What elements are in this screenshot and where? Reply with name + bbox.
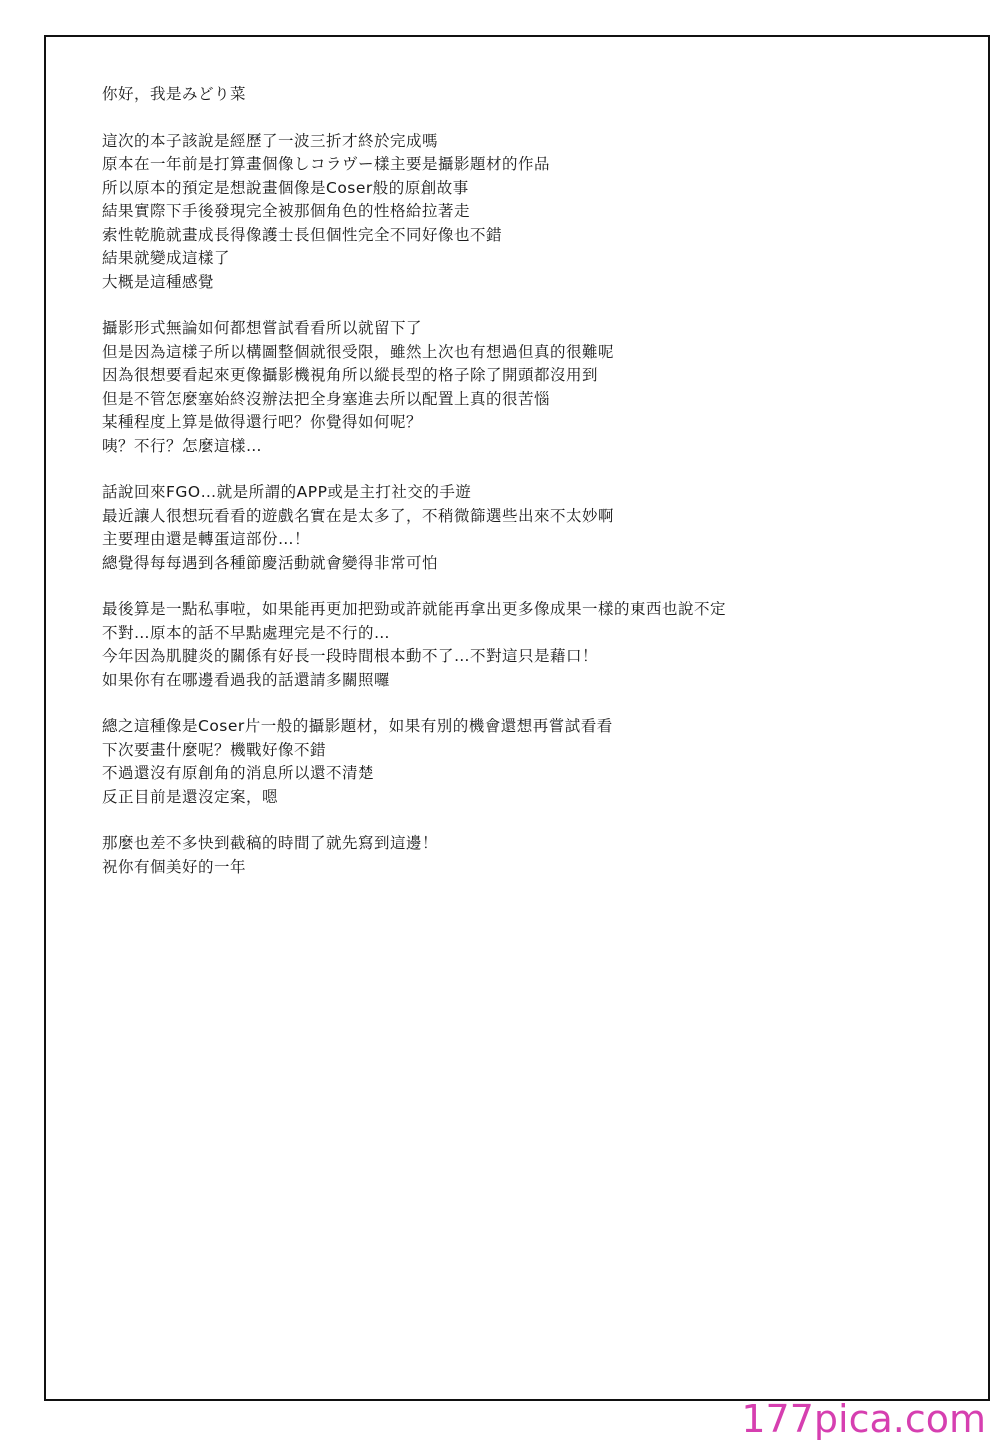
paragraph-next — [102, 715, 962, 809]
site-watermark: 177pica.com — [741, 1397, 986, 1441]
paragraph-intro — [102, 130, 962, 295]
text-line: 不過還沒有原創角的消息所以還不清楚 — [102, 764, 375, 782]
text-line: 話說回來FGO…就是所謂的APP或是主打社交的手遊 — [102, 483, 472, 501]
text-line: 主要理由還是轉蛋這部份…！ — [102, 530, 311, 548]
text-line: 但是不管怎麼塞始終沒辦法把全身塞進去所以配置上真的很苦惱 — [102, 389, 551, 408]
text-line: 下次要畫什麼呢？機戰好像不錯 — [102, 740, 327, 759]
text-line: 那麼也差不多快到截稿的時間了就先寫到這邊！ — [102, 834, 439, 852]
text-line: 某種程度上算是做得還行吧？你覺得如何呢？ — [102, 413, 423, 431]
text-line: 今年因為肌腱炎的關係有好長一段時間根本動不了…不對這只是藉口！ — [102, 647, 599, 665]
text-line: 不對…原本的話不早點處理完是不行的… — [102, 623, 391, 642]
text-line: 索性乾脆就畫成長得像護士長但個性完全不同好像也不錯 — [102, 225, 503, 244]
text-line: 咦？不行？怎麼這樣… — [102, 436, 263, 455]
text-line: 總之這種像是Coser片一般的攝影題材，如果有別的機會還想再嘗試看看 — [102, 717, 613, 735]
text-line: 攝影形式無論如何都想嘗試看看所以就留下了 — [102, 319, 423, 337]
paragraph-personal — [102, 598, 962, 692]
text-line: 如果你有在哪邊看過我的話還請多關照囉 — [102, 670, 391, 689]
paragraph-games — [102, 481, 962, 575]
text-line: 反正目前是還沒定案，嗯 — [102, 787, 279, 806]
text-line: 最後算是一點私事啦，如果能再更加把勁或許就能再拿出更多像成果一樣的東西也說不定 — [102, 600, 727, 618]
text-line: 結果實際下手後發現完全被那個角色的性格給拉著走 — [102, 202, 471, 220]
text-line: 所以原本的預定是想說畫個像是Coser般的原創故事 — [102, 178, 469, 197]
text-line: 祝你有個美好的一年 — [102, 857, 247, 876]
paragraph-closing — [102, 832, 962, 879]
text-line: 總覺得每每遇到各種節慶活動就會變得非常可怕 — [102, 553, 439, 572]
paragraph-greeting — [102, 83, 962, 107]
text-line: 因為很想要看起來更像攝影機視角所以縱長型的格子除了開頭都沒用到 — [102, 366, 599, 384]
text-line: 你好，我是みどり菜 — [102, 85, 247, 103]
text-line: 大概是這種感覺 — [102, 272, 215, 291]
afterword-text — [102, 83, 962, 902]
text-line: 但是因為這樣子所以構圖整個就很受限，雖然上次也有想過但真的很難呢 — [102, 342, 615, 361]
text-line: 原本在一年前是打算畫個像しコラヴー樣主要是攝影題材的作品 — [102, 155, 551, 173]
text-line: 結果就變成這樣了 — [102, 249, 231, 267]
paragraph-photography — [102, 317, 962, 458]
text-line: 最近讓人很想玩看看的遊戲名實在是太多了，不稍微篩選些出來不太妙啊 — [102, 506, 615, 525]
text-line: 這次的本子該說是經歷了一波三折才終於完成嗎 — [102, 131, 439, 150]
